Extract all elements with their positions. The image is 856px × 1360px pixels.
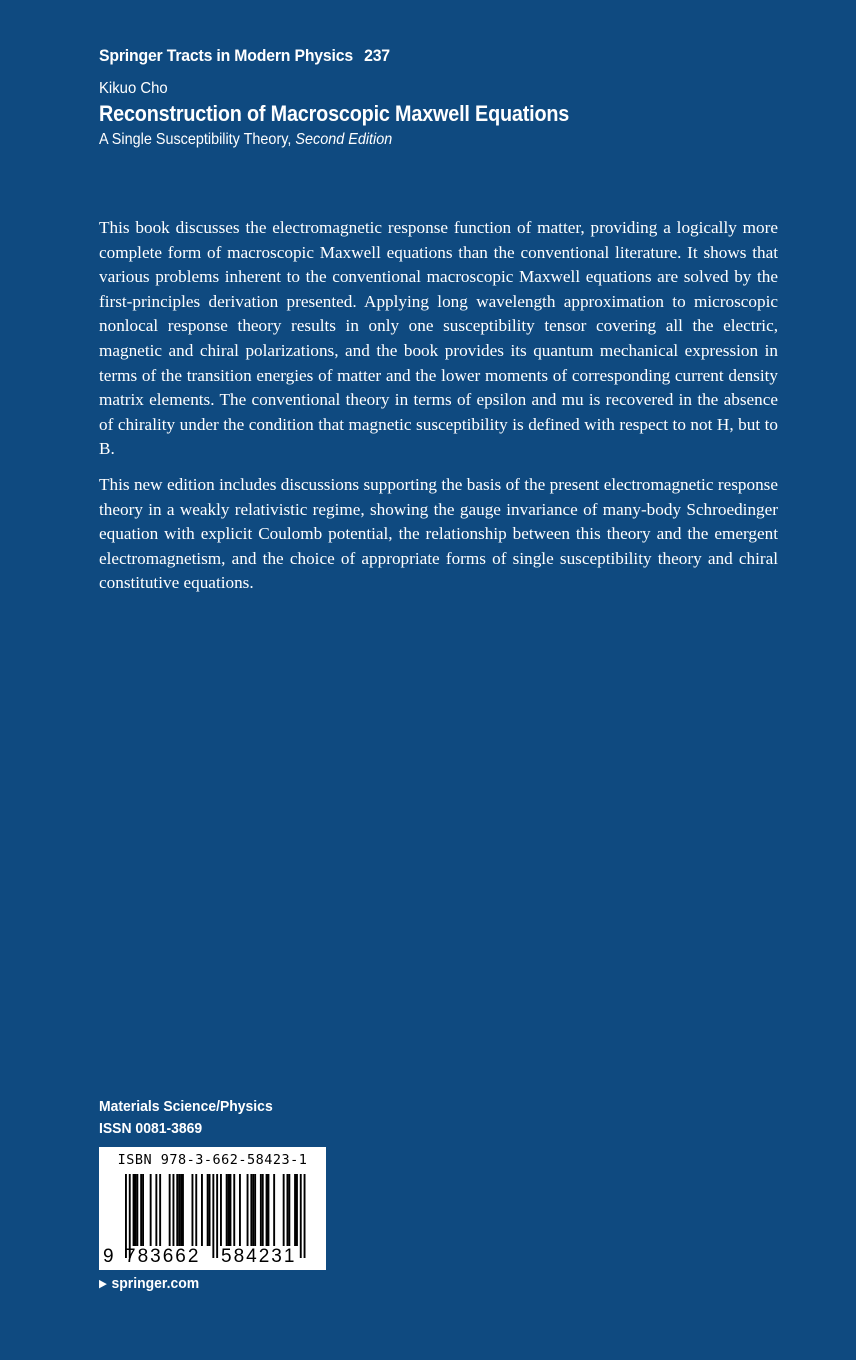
subtitle-main: A Single Susceptibility Theory, xyxy=(99,131,292,148)
barcode-bar xyxy=(150,1174,152,1246)
barcode-bar xyxy=(159,1174,161,1246)
barcode-bar xyxy=(304,1174,306,1258)
footer-info xyxy=(99,1096,273,1140)
description xyxy=(99,216,778,607)
subject-category: Materials Science/Physics xyxy=(99,1098,273,1115)
issn: ISSN 0081-3869 xyxy=(99,1120,203,1137)
barcode-bar xyxy=(239,1174,241,1246)
barcode-bar xyxy=(268,1174,270,1246)
barcode-bar xyxy=(169,1174,171,1246)
barcode-bar xyxy=(207,1174,209,1246)
book-title: Reconstruction of Macroscopic Maxwell Equations xyxy=(99,101,570,126)
barcode-bar xyxy=(133,1174,135,1246)
website-url: springer.com xyxy=(111,1275,200,1292)
barcode-bar xyxy=(155,1174,157,1246)
barcode-bar xyxy=(262,1174,264,1246)
barcode-bar xyxy=(254,1174,256,1246)
isbn-label: ISBN 978-3-662-58423-1 xyxy=(117,1152,308,1168)
description-paragraph-2: This new edition includes discussions supporting the basis of the present electromagnetic response theory in a weakly relativistic regime, showing the gauge invariance of many-body Schroedinger equation with explicit Coulomb potential, the relationship between this theory and the emergent electromagnetism, and the choice of appropriate forms of single susceptibility theory and chiral constitutive equations. xyxy=(99,474,778,593)
barcode-bar xyxy=(228,1174,230,1246)
website-link[interactable] xyxy=(99,1275,199,1292)
barcode-bar xyxy=(195,1174,197,1246)
barcode-bar xyxy=(252,1174,254,1246)
barcode-bar xyxy=(142,1174,144,1246)
barcode-bar xyxy=(178,1174,180,1246)
barcode-bar xyxy=(247,1174,249,1246)
author-name: Kikuo Cho xyxy=(99,80,168,97)
series-line xyxy=(99,46,731,66)
barcode-bar xyxy=(192,1174,194,1246)
header xyxy=(99,46,779,149)
barcode-bar xyxy=(266,1174,268,1246)
barcode-bar xyxy=(140,1174,142,1246)
barcode-bar xyxy=(201,1174,203,1246)
barcode-bar xyxy=(212,1174,214,1258)
barcode-bar xyxy=(220,1174,222,1246)
isbn-barcode xyxy=(99,1147,326,1270)
barcode-bar xyxy=(296,1174,298,1246)
series-name: Springer Tracts in Modern Physics xyxy=(99,46,353,65)
barcode-digits-right: 584231 xyxy=(221,1246,297,1267)
barcode-bar xyxy=(283,1174,285,1246)
barcode-bar xyxy=(300,1174,302,1258)
series-volume: 237 xyxy=(364,46,390,65)
barcode-bar xyxy=(176,1174,178,1246)
barcode-bar xyxy=(209,1174,211,1246)
barcode-bar xyxy=(173,1174,175,1246)
barcode-digits-left: 783662 xyxy=(125,1246,201,1267)
barcode-bar xyxy=(180,1174,182,1246)
barcode-bar xyxy=(273,1174,275,1246)
barcode-bar xyxy=(135,1174,137,1246)
barcode-bar xyxy=(250,1174,252,1246)
barcode-bar xyxy=(136,1174,138,1246)
barcode-bar xyxy=(233,1174,235,1246)
barcode-bar xyxy=(230,1174,232,1246)
barcode-bar xyxy=(260,1174,262,1246)
barcode-bar xyxy=(216,1174,218,1258)
description-paragraph-1: This book discusses the electromagnetic response function of matter, providing a logically more complete form of macroscopic Maxwell equations than the conventional literature. It shows that various problems inherent to the conventional macroscopic Maxwell equations are solved by the first-principles derivation presented. Applying long wavelength approximation to microscopic nonlocal response theory results in only one susceptibility tensor covering all the electric, magnetic and chiral polarizations, and the book provides its quantum mechanical expression in terms of the transition energies of matter and the lower moments of corresponding current density matrix elements. The conventional theory in terms of epsilon and mu is recovered in the absence of chirality under the condition that magnetic susceptibility is defined with respect to not H, but to B. xyxy=(99,218,778,459)
barcode-bar xyxy=(226,1174,228,1246)
barcode-bar xyxy=(288,1174,290,1246)
book-subtitle xyxy=(99,131,711,149)
barcode-digit-lead: 9 xyxy=(103,1246,114,1267)
barcode-bar xyxy=(294,1174,296,1246)
barcode-bar xyxy=(287,1174,289,1246)
barcode-bar xyxy=(182,1174,184,1246)
play-arrow-icon: ▶ xyxy=(99,1278,107,1290)
subtitle-edition: Second Edition xyxy=(295,131,393,148)
